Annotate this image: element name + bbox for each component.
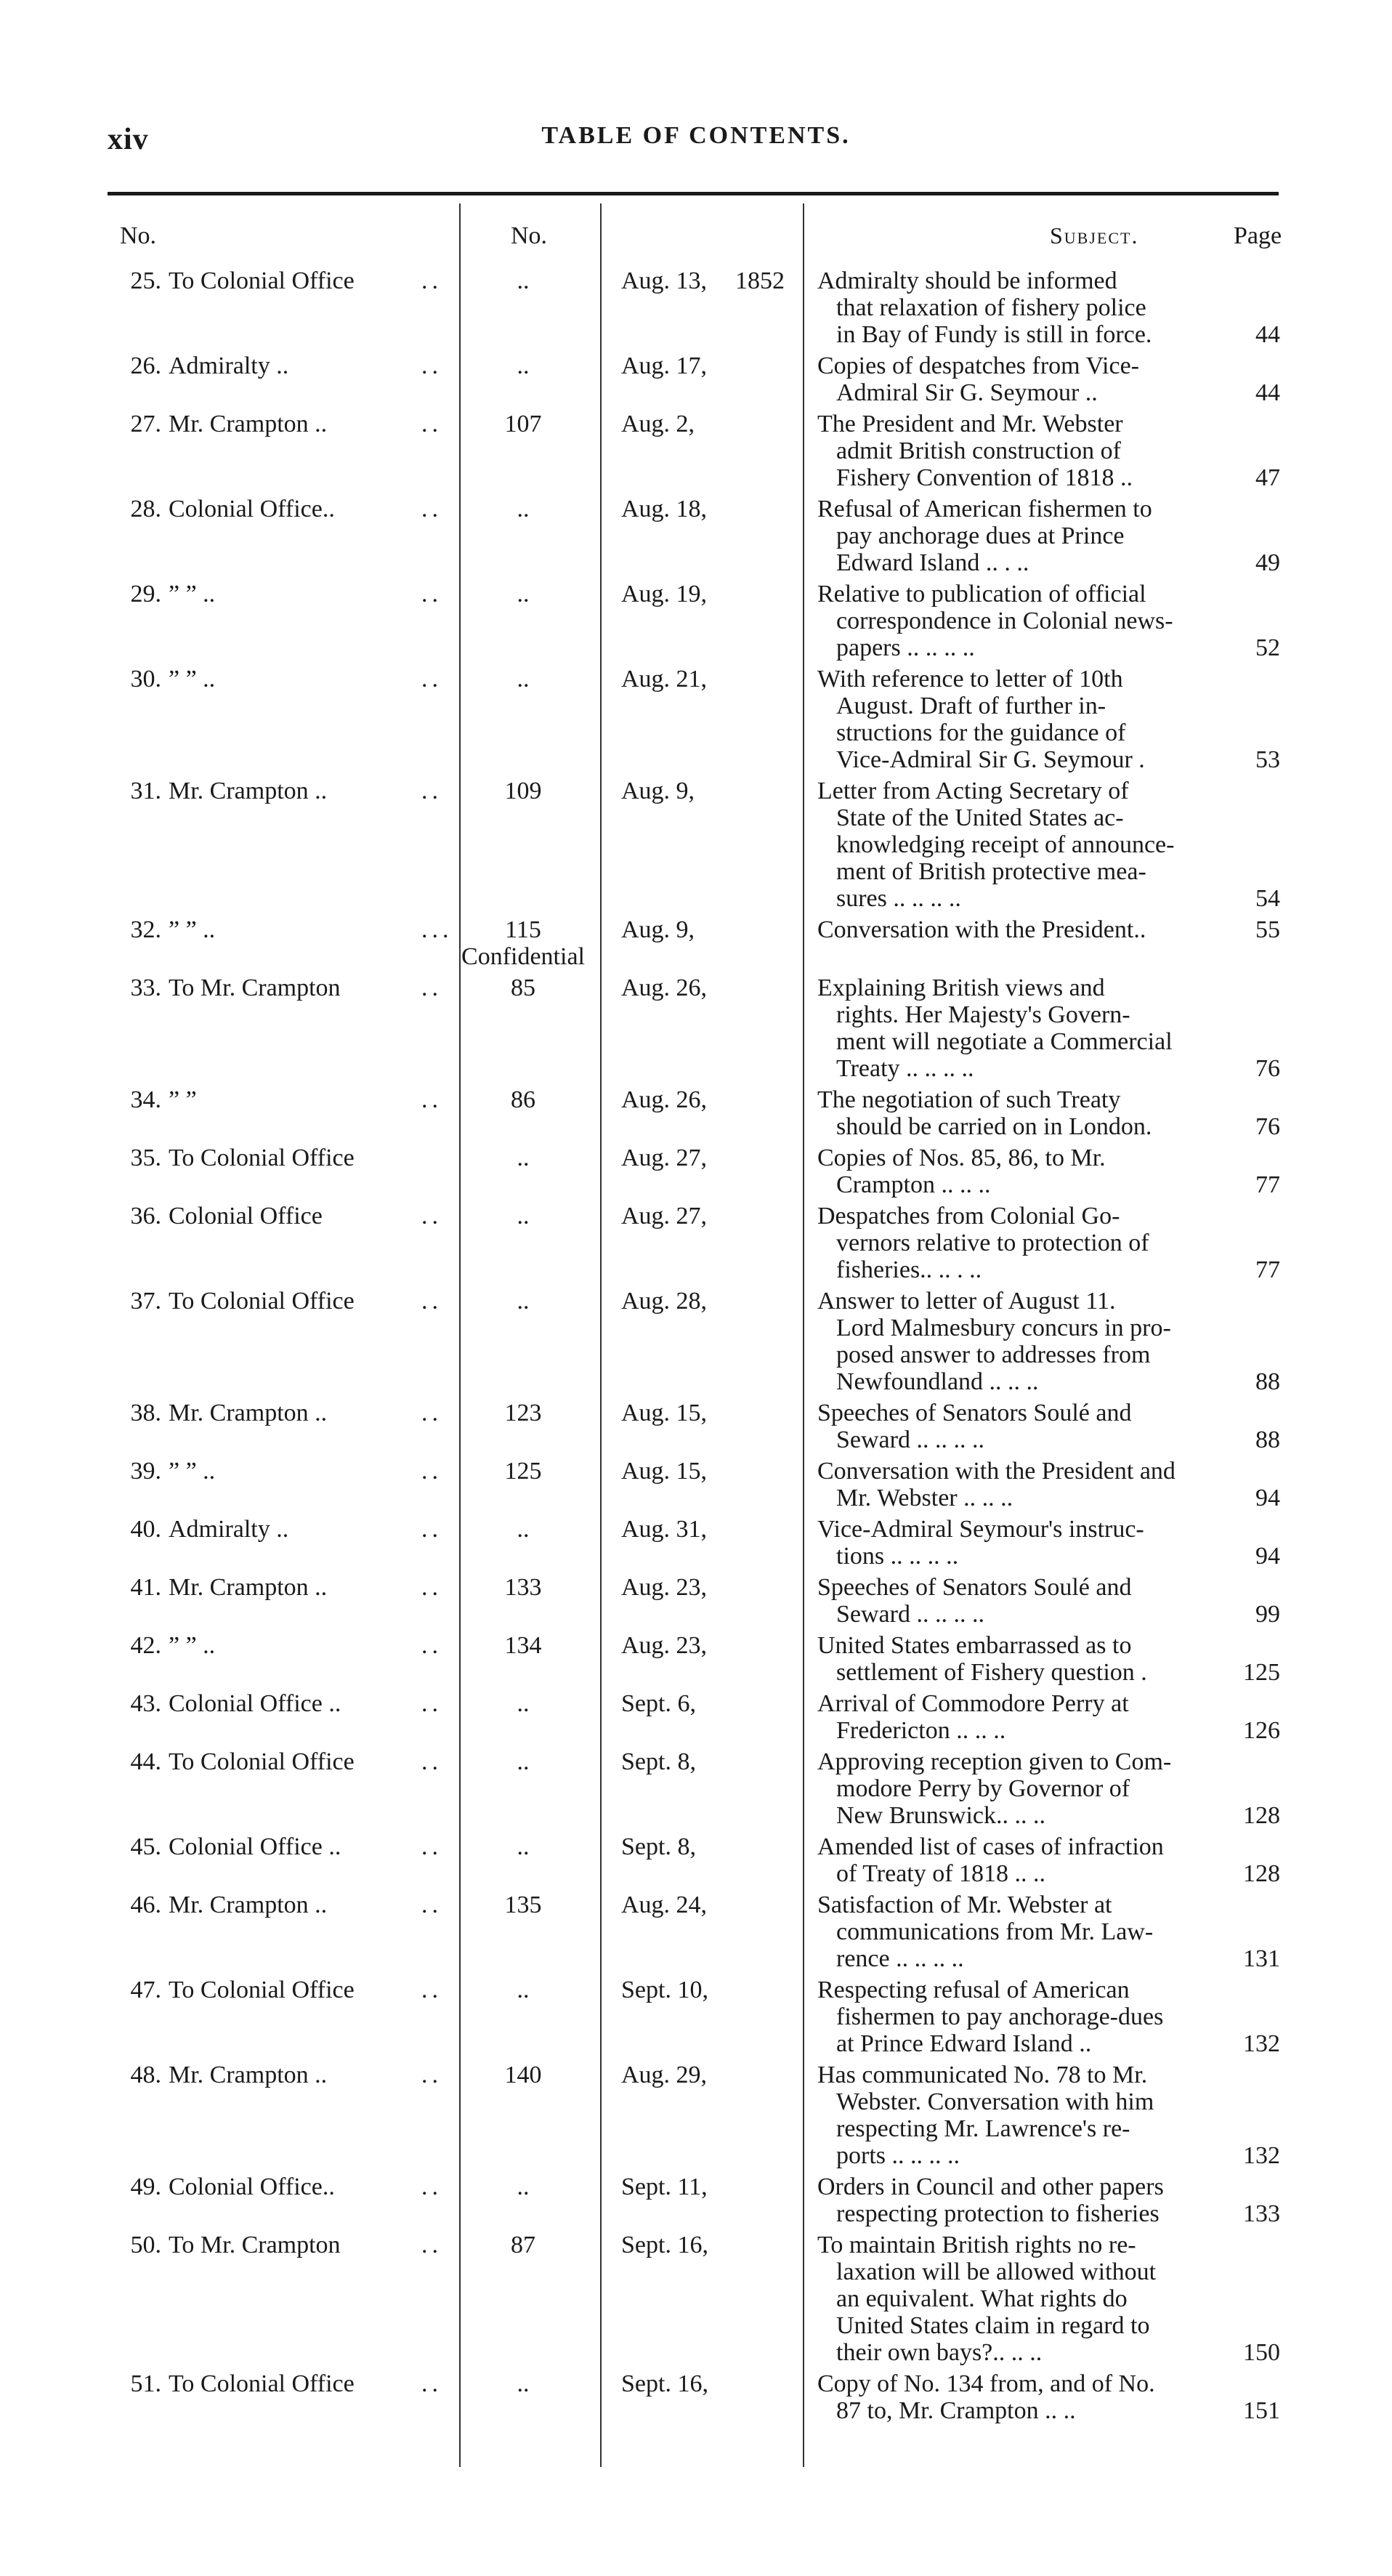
- column-header-despatch-no: No.: [511, 222, 548, 249]
- column-divider: [803, 203, 804, 2467]
- page-number: xiv: [108, 123, 149, 156]
- leader-dots: ...: [421, 916, 453, 943]
- entry-number: 28.: [130, 496, 161, 522]
- correspondent: To Mr. Crampton: [169, 2232, 341, 2258]
- subject-line: an equivalent. What rights do: [836, 2285, 1128, 2312]
- entry-subject: [817, 1891, 1224, 1972]
- correspondent: ” ” ..: [169, 1632, 216, 1659]
- despatch-number: ..: [517, 352, 530, 379]
- subject-line: Crampton .. .. ..: [836, 1171, 991, 1198]
- entry-number: 51.: [130, 2370, 161, 2397]
- entry-subject: [817, 411, 1224, 491]
- leader-dots: ..: [421, 2232, 442, 2258]
- leader-dots: ..: [421, 1574, 442, 1601]
- entry-subject: [817, 496, 1224, 576]
- correspondent: To Mr. Crampton: [169, 974, 341, 1001]
- correspondent: ” ” ..: [169, 1458, 216, 1485]
- entry-subject: [817, 1288, 1224, 1395]
- page-reference: 132: [1243, 2030, 1280, 2057]
- despatch-number: 87: [511, 2232, 535, 2258]
- entry-date: Sept. 16,: [621, 2370, 708, 2397]
- subject-line: tions .. .. .. ..: [836, 1543, 959, 1570]
- subject-line: Edward Island .. . ..: [836, 549, 1029, 576]
- correspondent: Mr. Crampton ..: [169, 2062, 328, 2088]
- despatch-number: 123: [504, 1400, 542, 1426]
- page-reference: 132: [1243, 2142, 1280, 2169]
- subject-line: admit British construction of: [836, 437, 1121, 464]
- entry-subject: [817, 581, 1224, 661]
- entry-number: 46.: [130, 1891, 161, 1918]
- entry-subject: [817, 1632, 1224, 1686]
- leader-dots: ..: [421, 1288, 442, 1315]
- page-reference: 77: [1255, 1256, 1280, 1283]
- subject-line: Fishery Convention of 1818 ..: [836, 464, 1133, 491]
- despatch-number: 107: [504, 411, 542, 437]
- entry-subject: [817, 916, 1224, 943]
- entry-date: Aug. 18,: [621, 496, 708, 522]
- entry-subject: [817, 974, 1224, 1082]
- subject-line: Seward .. .. .. ..: [836, 1601, 984, 1628]
- page-reference: 49: [1255, 549, 1280, 576]
- despatch-number: ..: [517, 2173, 530, 2200]
- page-reference: 52: [1255, 634, 1280, 661]
- subject-line: Speeches of Senators Soulé and: [817, 1400, 1132, 1426]
- subject-line: that relaxation of fishery police: [836, 294, 1146, 321]
- page-reference: 126: [1243, 1717, 1280, 1744]
- subject-line: ment will negotiate a Commercial: [836, 1028, 1173, 1055]
- entry-number: 40.: [130, 1516, 161, 1543]
- header-rule: [108, 192, 1279, 195]
- page-reference: 94: [1255, 1485, 1280, 1511]
- page-reference: 99: [1255, 1601, 1280, 1628]
- subject-line: Copies of despatches from Vice-: [817, 352, 1139, 379]
- correspondent: To Colonial Office: [169, 1748, 355, 1775]
- entry-subject: [817, 2062, 1224, 2169]
- entry-date: Sept. 10,: [621, 1977, 708, 2003]
- entry-number: 49.: [130, 2173, 161, 2200]
- entry-subject: [817, 778, 1224, 912]
- entry-subject: [817, 1400, 1224, 1453]
- entry-number: 29.: [130, 581, 161, 607]
- entry-subject: [817, 1748, 1224, 1829]
- despatch-number: 134: [504, 1632, 542, 1659]
- page-reference: 88: [1255, 1426, 1280, 1453]
- page-reference: 55: [1255, 916, 1280, 943]
- subject-line: Vice-Admiral Sir G. Seymour .: [836, 746, 1145, 773]
- subject-line: Copy of No. 134 from, and of No.: [817, 2370, 1155, 2397]
- subject-line: Answer to letter of August 11.: [817, 1288, 1116, 1315]
- entry-date: Sept. 6,: [621, 1690, 696, 1717]
- correspondent: Admiralty ..: [169, 352, 289, 379]
- subject-line: their own bays?.. .. ..: [836, 2339, 1043, 2366]
- column-header-page: Page: [1234, 222, 1282, 249]
- subject-line: Copies of Nos. 85, 86, to Mr.: [817, 1144, 1106, 1171]
- page-reference: 131: [1243, 1945, 1280, 1972]
- subject-line: Treaty .. .. .. ..: [836, 1055, 974, 1082]
- despatch-number: ..: [517, 2370, 530, 2397]
- leader-dots: ..: [421, 267, 442, 294]
- subject-line: United States claim in regard to: [836, 2312, 1150, 2339]
- entry-number: 36.: [130, 1203, 161, 1230]
- subject-line: vernors relative to protection of: [836, 1230, 1149, 1256]
- leader-dots: ..: [421, 2062, 442, 2088]
- entry-number: 32.: [130, 916, 161, 943]
- page-reference: 88: [1255, 1368, 1280, 1395]
- despatch-number: ..: [517, 1203, 530, 1230]
- leader-dots: ..: [421, 974, 442, 1001]
- subject-line: respecting Mr. Lawrence's re-: [836, 2115, 1130, 2142]
- column-divider: [459, 203, 461, 2467]
- entry-subject: [817, 2370, 1224, 2424]
- entry-date: Aug. 28,: [621, 1288, 708, 1315]
- correspondent: To Colonial Office: [169, 1977, 355, 2003]
- subject-line: Seward .. .. .. ..: [836, 1426, 984, 1453]
- entry-number: 38.: [130, 1400, 161, 1426]
- leader-dots: ..: [421, 1833, 442, 1860]
- subject-line: of Treaty of 1818 .. ..: [836, 1860, 1046, 1887]
- despatch-number: ..: [517, 496, 530, 522]
- correspondent: To Colonial Office: [169, 2370, 355, 2397]
- subject-line: Refusal of American fishermen to: [817, 496, 1152, 522]
- subject-line: Has communicated No. 78 to Mr.: [817, 2062, 1148, 2088]
- entry-number: 37.: [130, 1288, 161, 1315]
- leader-dots: ..: [421, 352, 442, 379]
- leader-dots: ..: [421, 2370, 442, 2397]
- entry-number: 45.: [130, 1833, 161, 1860]
- entry-date: Aug. 27,: [621, 1203, 708, 1230]
- page-title: TABLE OF CONTENTS.: [541, 122, 851, 149]
- despatch-number: ..: [517, 1977, 530, 2003]
- entry-date: Aug. 15,: [621, 1458, 708, 1485]
- entry-number: 39.: [130, 1458, 161, 1485]
- entry-date: Sept. 16,: [621, 2232, 708, 2258]
- leader-dots: ..: [421, 1458, 442, 1485]
- subject-line: New Brunswick.. .. ..: [836, 1802, 1046, 1829]
- despatch-number: ..: [517, 666, 530, 693]
- despatch-number: 135: [504, 1891, 542, 1918]
- entry-subject: [817, 1574, 1224, 1628]
- leader-dots: ..: [421, 666, 442, 693]
- entry-date: Aug. 21,: [621, 666, 708, 693]
- leader-dots: ..: [421, 1516, 442, 1543]
- leader-dots: ..: [421, 1977, 442, 2003]
- entry-date: Sept. 11,: [621, 2173, 708, 2200]
- despatch-number: ..: [517, 1690, 530, 1717]
- despatch-number: ..: [517, 1288, 530, 1315]
- subject-line: Orders in Council and other papers: [817, 2173, 1164, 2200]
- page-reference: 47: [1255, 464, 1280, 491]
- entry-number: 43.: [130, 1690, 161, 1717]
- despatch-number: ..: [517, 1748, 530, 1775]
- correspondent: ” ” ..: [169, 666, 216, 693]
- subject-line: 87 to, Mr. Crampton .. ..: [836, 2397, 1076, 2424]
- correspondent: Colonial Office..: [169, 2173, 335, 2200]
- entry-subject: [817, 1203, 1224, 1283]
- subject-line: respecting protection to fisheries: [836, 2200, 1160, 2227]
- leader-dots: ..: [421, 778, 442, 804]
- entry-subject: [817, 2173, 1224, 2227]
- subject-line: knowledging receipt of announce-: [836, 831, 1175, 858]
- correspondent: To Colonial Office: [169, 267, 355, 294]
- leader-dots: ..: [421, 1203, 442, 1230]
- subject-line: Despatches from Colonial Go-: [817, 1203, 1120, 1230]
- despatch-number: ..: [517, 1516, 530, 1543]
- despatch-number: 85: [511, 974, 535, 1001]
- page-reference: 128: [1243, 1860, 1280, 1887]
- subject-line: Mr. Webster .. .. ..: [836, 1485, 1013, 1511]
- entry-date: Aug. 24,: [621, 1891, 708, 1918]
- page-reference: 150: [1243, 2339, 1280, 2366]
- subject-line: Letter from Acting Secretary of: [817, 778, 1129, 804]
- subject-line: fishermen to pay anchorage-dues: [836, 2003, 1164, 2030]
- subject-line: State of the United States ac-: [836, 804, 1124, 831]
- entry-number: 44.: [130, 1748, 161, 1775]
- subject-line: Vice-Admiral Seymour's instruc-: [817, 1516, 1144, 1543]
- subject-line: correspondence in Colonial news-: [836, 607, 1173, 634]
- subject-line: Respecting refusal of American: [817, 1977, 1130, 2003]
- entry-number: 25.: [130, 267, 161, 294]
- entry-number: 47.: [130, 1977, 161, 2003]
- entry-date: Aug. 31,: [621, 1516, 708, 1543]
- subject-line: Arrival of Commodore Perry at: [817, 1690, 1129, 1717]
- entry-date: Aug. 26,: [621, 974, 708, 1001]
- leader-dots: ..: [421, 1632, 442, 1659]
- leader-dots: ..: [421, 1400, 442, 1426]
- subject-line: The President and Mr. Webster: [817, 411, 1123, 437]
- entry-date: Aug. 27,: [621, 1144, 708, 1171]
- subject-line: fisheries.. .. . ..: [836, 1256, 982, 1283]
- page-reference: 94: [1255, 1543, 1280, 1570]
- page-reference: 44: [1255, 321, 1280, 348]
- despatch-number: ..: [517, 581, 530, 607]
- despatch-number: 109: [504, 778, 542, 804]
- subject-line: structions for the guidance of: [836, 719, 1126, 746]
- subject-line: settlement of Fishery question .: [836, 1659, 1147, 1686]
- subject-line: communications from Mr. Law-: [836, 1918, 1154, 1945]
- subject-line: August. Draft of further in-: [836, 693, 1106, 719]
- entry-number: 42.: [130, 1632, 161, 1659]
- page-reference: 151: [1243, 2397, 1280, 2424]
- entry-date: Aug. 2,: [621, 411, 695, 437]
- subject-line: Conversation with the President..: [817, 916, 1146, 943]
- subject-line: papers .. .. .. ..: [836, 634, 975, 661]
- leader-dots: ..: [421, 2173, 442, 2200]
- despatch-number: 133: [504, 1574, 542, 1601]
- entry-number: 30.: [130, 666, 161, 693]
- entry-subject: [817, 1977, 1224, 2057]
- despatch-note: Confidential: [461, 943, 585, 970]
- correspondent: Colonial Office ..: [169, 1833, 341, 1860]
- page-reference: 77: [1255, 1171, 1280, 1198]
- subject-line: at Prince Edward Island ..: [836, 2030, 1092, 2057]
- subject-line: Conversation with the President and: [817, 1458, 1175, 1485]
- subject-line: With reference to letter of 10th: [817, 666, 1123, 693]
- subject-line: Approving reception given to Com-: [817, 1748, 1172, 1775]
- entry-number: 34.: [130, 1086, 161, 1113]
- subject-line: ports .. .. .. ..: [836, 2142, 960, 2169]
- subject-line: pay anchorage dues at Prince: [836, 522, 1125, 549]
- page-reference: 133: [1243, 2200, 1280, 2227]
- entry-date: Sept. 8,: [621, 1748, 696, 1775]
- correspondent: ” ” ..: [169, 581, 216, 607]
- entry-number: 41.: [130, 1574, 161, 1601]
- column-divider: [600, 203, 602, 2467]
- despatch-number: 125: [504, 1458, 542, 1485]
- subject-line: Admiral Sir G. Seymour ..: [836, 379, 1098, 406]
- entry-subject: [817, 1144, 1224, 1198]
- entry-date: Aug. 26,: [621, 1086, 708, 1113]
- subject-line: The negotiation of such Treaty: [817, 1086, 1121, 1113]
- entry-year: 1852: [735, 267, 785, 294]
- leader-dots: ..: [421, 581, 442, 607]
- subject-line: Explaining British views and: [817, 974, 1105, 1001]
- entry-subject: [817, 1690, 1224, 1744]
- entry-subject: [817, 1516, 1224, 1570]
- subject-line: Lord Malmesbury concurs in pro-: [836, 1315, 1171, 1341]
- leader-dots: ..: [421, 496, 442, 522]
- page-reference: 125: [1243, 1659, 1280, 1686]
- correspondent: ” ”: [169, 1086, 197, 1113]
- entry-subject: [817, 1833, 1224, 1887]
- subject-line: laxation will be allowed without: [836, 2258, 1157, 2285]
- page-reference: 44: [1255, 379, 1280, 406]
- correspondent: Mr. Crampton ..: [169, 411, 328, 437]
- entry-date: Aug. 15,: [621, 1400, 708, 1426]
- entry-date: Aug. 23,: [621, 1632, 708, 1659]
- despatch-number: 86: [511, 1086, 535, 1113]
- subject-line: ment of British protective mea-: [836, 858, 1146, 885]
- correspondent: Colonial Office: [169, 1203, 323, 1230]
- entry-subject: [817, 267, 1224, 348]
- leader-dots: ..: [421, 1086, 442, 1113]
- subject-line: modore Perry by Governor of: [836, 1775, 1130, 1802]
- page-reference: 53: [1255, 746, 1280, 773]
- page-reference: 54: [1255, 885, 1280, 912]
- column-header-no: No.: [120, 222, 157, 249]
- entry-subject: [817, 2232, 1224, 2366]
- page-reference: 128: [1243, 1802, 1280, 1829]
- subject-line: in Bay of Fundy is still in force.: [836, 321, 1152, 348]
- subject-line: rence .. .. .. ..: [836, 1945, 964, 1972]
- page-reference: 76: [1255, 1113, 1280, 1140]
- correspondent: Admiralty ..: [169, 1516, 289, 1543]
- correspondent: ” ” ..: [169, 916, 216, 943]
- subject-line: Satisfaction of Mr. Webster at: [817, 1891, 1112, 1918]
- leader-dots: ..: [421, 411, 442, 437]
- subject-line: Fredericton .. .. ..: [836, 1717, 1006, 1744]
- subject-line: posed answer to addresses from: [836, 1341, 1151, 1368]
- subject-line: Newfoundland .. .. ..: [836, 1368, 1039, 1395]
- entry-date: Aug. 29,: [621, 2062, 708, 2088]
- subject-line: United States embarrassed as to: [817, 1632, 1132, 1659]
- correspondent: To Colonial Office: [169, 1288, 355, 1315]
- subject-line: sures .. .. .. ..: [836, 885, 961, 912]
- entry-date: Aug. 23,: [621, 1574, 708, 1601]
- leader-dots: ..: [421, 1891, 442, 1918]
- correspondent: Mr. Crampton ..: [169, 1400, 328, 1426]
- entry-date: Aug. 9,: [621, 916, 695, 943]
- entry-number: 26.: [130, 352, 161, 379]
- despatch-number: ..: [517, 267, 530, 294]
- subject-line: Amended list of cases of infraction: [817, 1833, 1164, 1860]
- despatch-number: 115: [505, 916, 541, 943]
- entry-number: 35.: [130, 1144, 161, 1171]
- entry-number: 33.: [130, 974, 161, 1001]
- subject-line: To maintain British rights no re-: [817, 2232, 1136, 2258]
- entry-date: Aug. 19,: [621, 581, 708, 607]
- correspondent: Mr. Crampton ..: [169, 1574, 328, 1601]
- correspondent: Mr. Crampton ..: [169, 1891, 328, 1918]
- despatch-number: ..: [517, 1833, 530, 1860]
- entry-subject: [817, 1086, 1224, 1140]
- subject-line: Webster. Conversation with him: [836, 2088, 1154, 2115]
- despatch-number: 140: [504, 2062, 542, 2088]
- entry-number: 48.: [130, 2062, 161, 2088]
- despatch-number: ..: [517, 1144, 530, 1171]
- entry-date: Sept. 8,: [621, 1833, 696, 1860]
- entry-subject: [817, 352, 1224, 406]
- correspondent: To Colonial Office: [169, 1144, 355, 1171]
- entry-subject: [817, 1458, 1224, 1511]
- correspondent: Mr. Crampton ..: [169, 778, 328, 804]
- leader-dots: ..: [421, 1690, 442, 1717]
- entry-subject: [817, 666, 1224, 773]
- subject-line: should be carried on in London.: [836, 1113, 1152, 1140]
- correspondent: Colonial Office ..: [169, 1690, 341, 1717]
- entry-number: 27.: [130, 411, 161, 437]
- page-reference: 76: [1255, 1055, 1280, 1082]
- entry-number: 31.: [130, 778, 161, 804]
- correspondent: Colonial Office..: [169, 496, 335, 522]
- leader-dots: ..: [421, 1748, 442, 1775]
- entry-date: Aug. 17,: [621, 352, 708, 379]
- entry-number: 50.: [130, 2232, 161, 2258]
- column-header-subject: Subject.: [1050, 222, 1139, 249]
- entry-date: Aug. 13,: [621, 267, 708, 294]
- subject-line: Admiralty should be informed: [817, 267, 1117, 294]
- subject-line: Speeches of Senators Soulé and: [817, 1574, 1132, 1601]
- subject-line: Relative to publication of official: [817, 581, 1146, 607]
- subject-line: rights. Her Majesty's Govern-: [836, 1001, 1130, 1028]
- entry-date: Aug. 9,: [621, 778, 695, 804]
